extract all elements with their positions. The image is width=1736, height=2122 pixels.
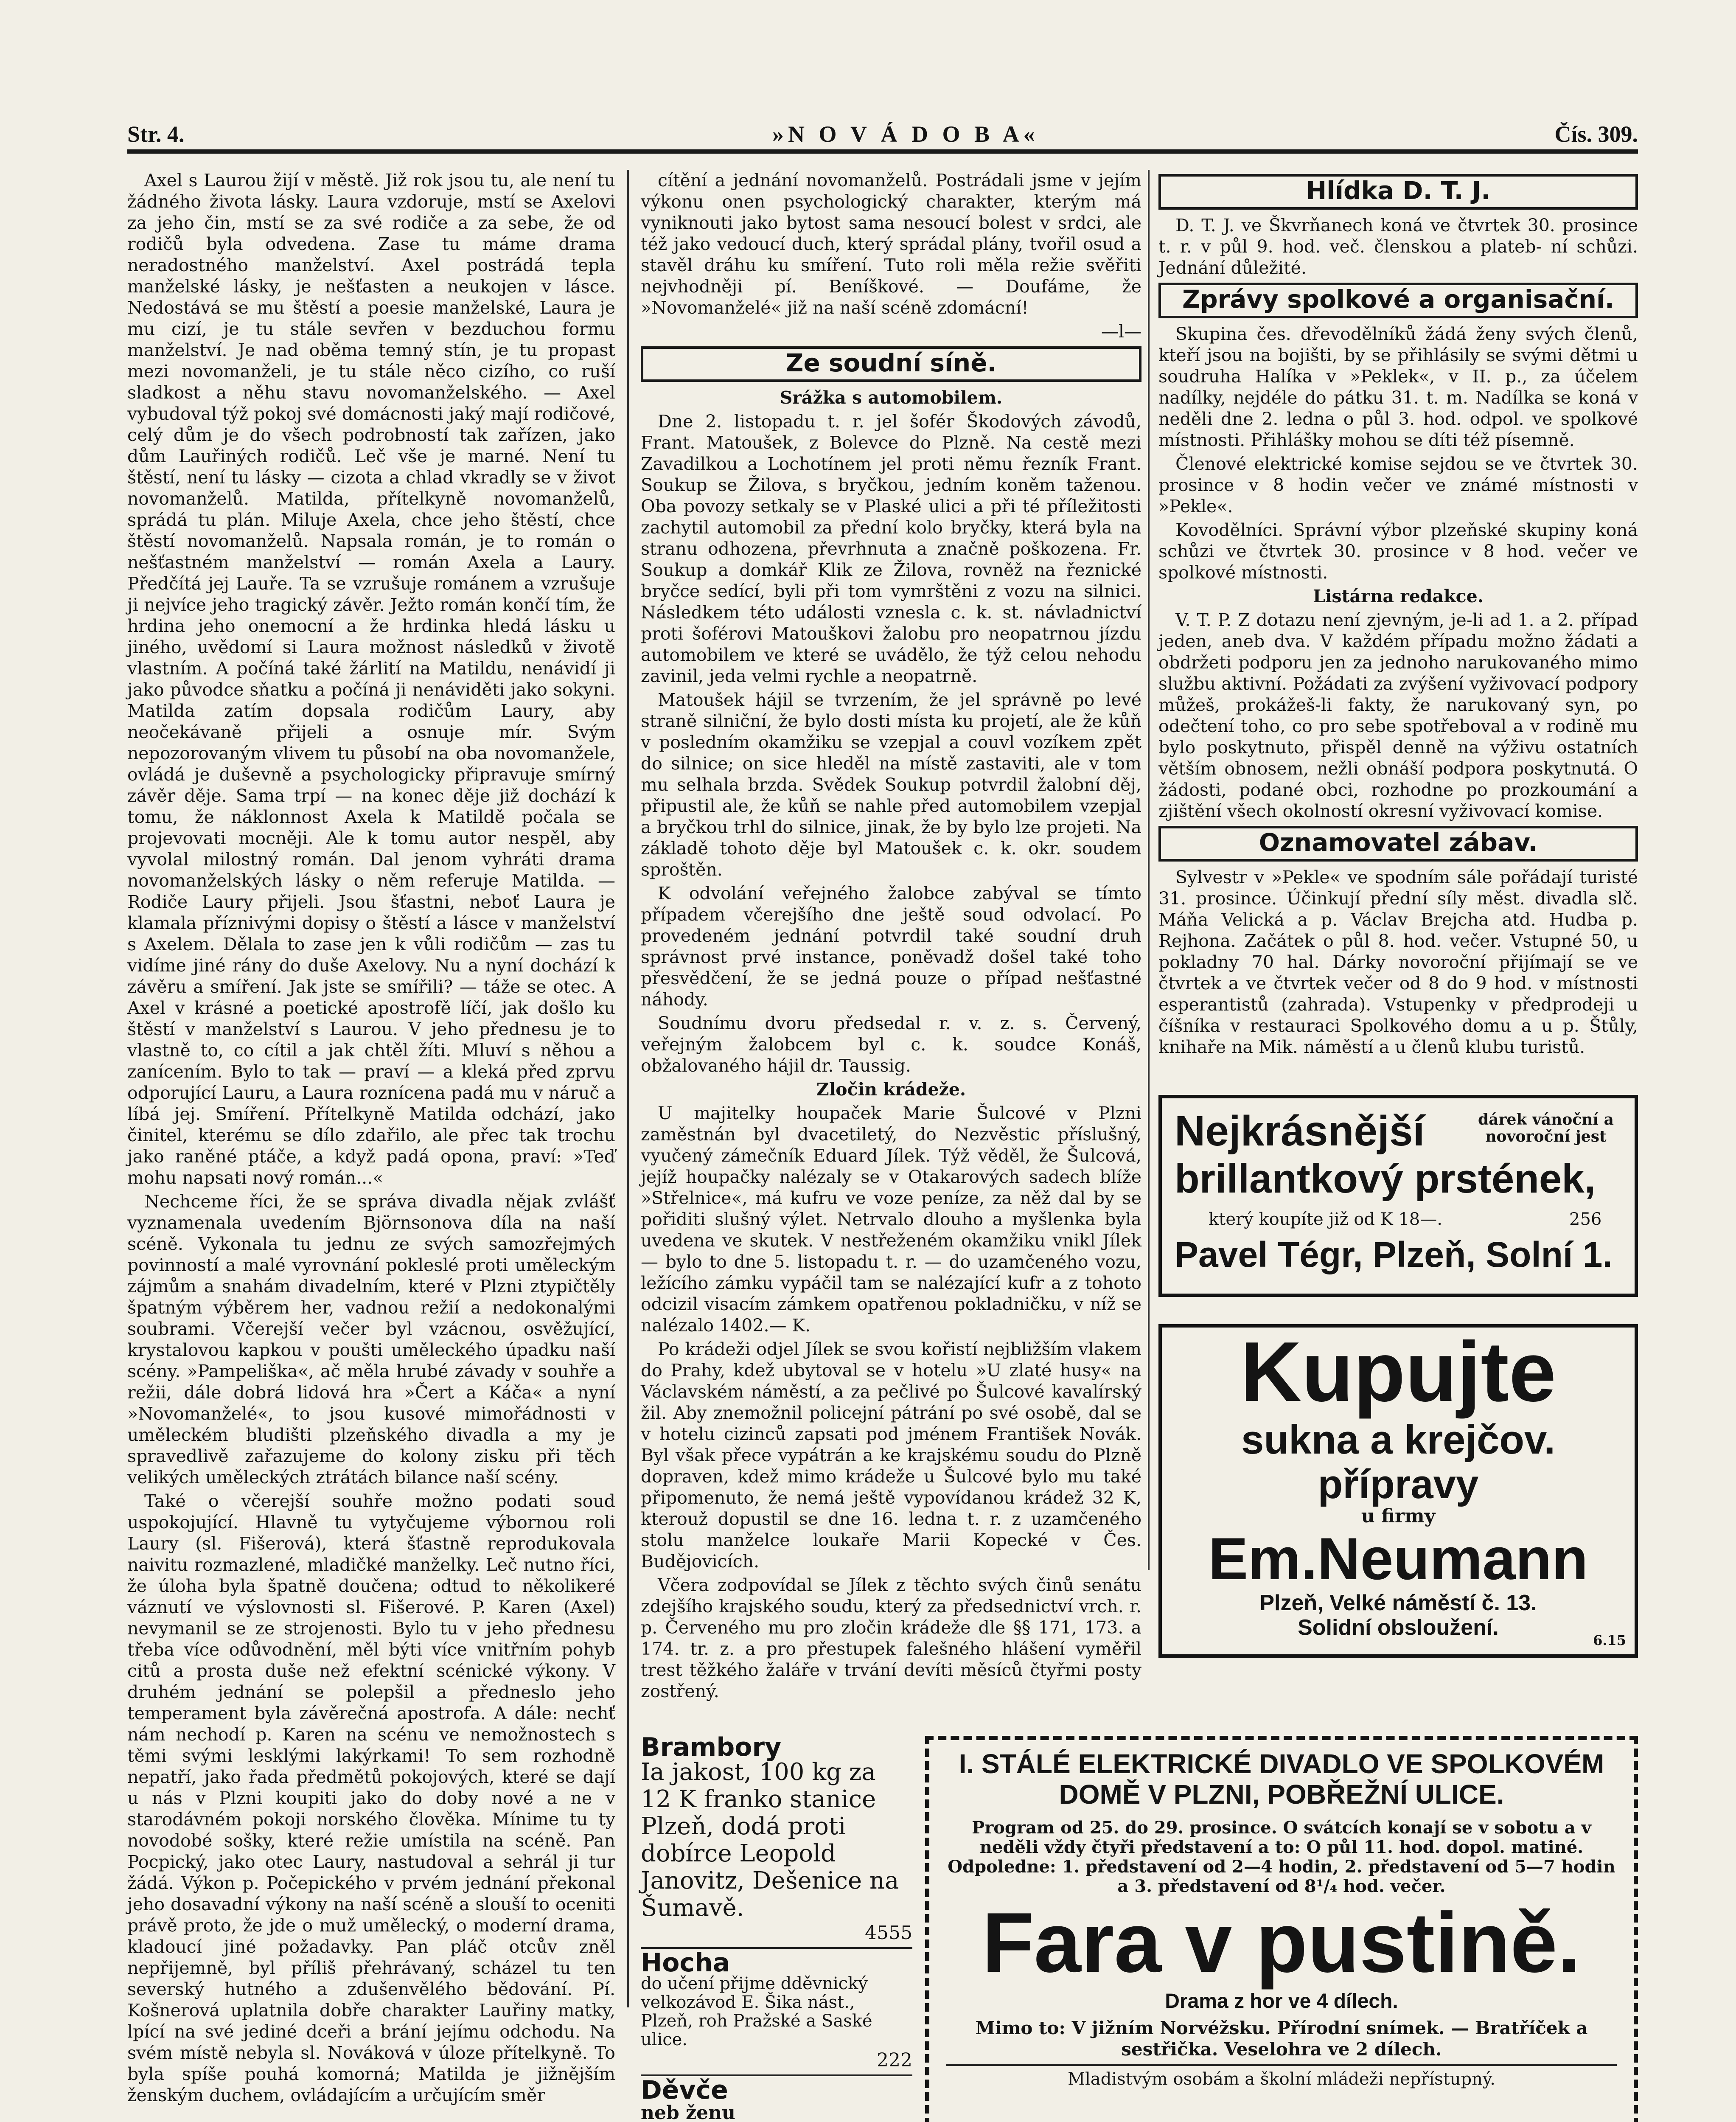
classified-text: do učení přijme dděvnický velkozávod E. Šika nást., Plzeň, roh Pražské a Saské ulice. [641, 1974, 872, 2049]
ad-text: Mimo to: V jižním Norvéžsku. Přírodní snímek. — Bratříček a sestřička. Veselohra ve 2 dílech. [975, 2018, 1588, 2060]
notice-paragraph: V. T. P. Z dotazu není zjevným, je-li ad 1. a 2. případ jeden, aneb dva. V každém případu možno žádati a obdržeti podporu jen za jednoho narukovaného mimo službu aktivní. Požádati za zvýšení vyživovací podpory můžeš, prokážeš-li fakty, že narukovaný syn, po odečtení toho, co pro sebe spotřeboval a v rodině mu bylo poskytnuto, přispěl denně na výživu ostatních větším obnosem, nežli obnáší podpora poskytnutá. O žádosti, podané obci, rozhodne po prozkoumání a zjištění všech okolností okresní vyživovací komise. [1158, 610, 1638, 821]
classified-ads [641, 1732, 912, 2122]
ad-subline: sukna a krejčov. [1241, 1417, 1555, 1462]
column-notices [1158, 170, 1638, 1120]
page-number: Str. 4. [127, 121, 185, 147]
notice-paragraph: Kovodělníci. Správní výbor plzeňské skupiny koná schůzi ve čtvrtek 30. prosince v 8 hod. večer ve spolkové místnosti. [1158, 520, 1638, 583]
ad-headline: I. STÁLÉ ELEKTRICKÉ DIVADLO VE SPOLKOVÉM DOMĚ V PLZNI, POBŘEŽNÍ ULICE. [959, 1749, 1604, 1810]
article-paragraph: Včera zodpovídal se Jílek z těchto svých činů senátu zdejšího krajského soudu, který za předsednictví vrch. r. p. Červeného mu pro zločin krádeže dle §§ 171, 173. a 174. tr. z. a pro přestupek falešného hlášení vyměřil trest těžkého žaláře v trvání devíti měsíců čtyřmi posty zostřený. [641, 1575, 1141, 1701]
ad-text: u firmy [1361, 1505, 1436, 1527]
article-paragraph: Matoušek hájil se tvrzením, že jel správně po levé straně silniční, že bylo dosti místa ku projetí, ale že kůň v posledním okamžiku se vzepjal a couvl vozíkem zpět do silnice; on sice hleděl na místě zastaviti, ale v tom mu selhala brzda. Svědek Soukup potvrdil žalobní děj, připustil ale, že kůň se nahle před automobilem vzepjal a bryčkou trhl do silnice, jinak, že by bylo lze projeti. Na základě tohoto děje byl Matoušek c. k. okr. soudem sproštěn. [641, 690, 1141, 880]
issue-number: Čís. 309. [1554, 121, 1638, 147]
ad-text: Solidní obsloužení. [1298, 1615, 1499, 1640]
ad-tegr-ring [1158, 1095, 1638, 1297]
ad-subline: přípravy [1318, 1462, 1479, 1507]
header-rule [127, 149, 1638, 154]
ad-headline: Kupujte [1240, 1325, 1557, 1419]
section-heading: Ze soudní síně. [785, 348, 997, 377]
ad-company-name: Em.Neumann [1208, 1525, 1588, 1592]
classified-subheading: neb ženu [641, 2102, 736, 2122]
notice-paragraph: Skupina čes. dřevodělníků žádá ženy svých členů, kteří jsou na bojišti, by se přihlásily se svými dětmi u soudruha Halíka v »Peklek«, v II. p., za účelem nadílky, nejdéle do pátku 31. t. m. Nadílka se koná v neděli dne 2. ledna o půl 3. hod. odpol. ve spolkové místnosti. Přihlášky mohou se díti též písemně. [1158, 324, 1638, 450]
notice-paragraph: Členové elektrické komise sejdou se ve čtvrtek 30. prosince v 8 hodin večer ve známé místnosti v »Pekle«. [1158, 454, 1638, 516]
column-divider [627, 170, 629, 2007]
article-paragraph: U majitelky houpaček Marie Šulcové v Plzni zaměstnán byl dvacetiletý, do Nezvěstic příslušný, vyučený zámečník Eduard Jílek. Týž věděl, že Šulcová, jejíž houpačky nalézaly se v Otakarových sadech blíže »Střelnice«, má kufru ve voze peníze, za něž dal by se pořiditi slušný výlet. Netrvalo dlouho a myšlenka byla uvedena ve skutek. V nestřeženém okamžiku vnikl Jílek — bylo to dne 5. listopadu t. r. — do uzamčeného vozu, ležícího zámku vypáčil tam se nalézající kufr a z tohoto odcizil visacím zámkem opatřenou pokladničku, v níž se nalézalo 1402.— K. [641, 1103, 1141, 1336]
ad-cinema [925, 1736, 1638, 2122]
section-heading: Oznamovatel zábav. [1259, 828, 1538, 857]
column-divider [1148, 170, 1150, 1570]
ad-headline: brillantkový prstének, [1175, 1156, 1596, 1201]
ad-headline: Nejkrásnější [1175, 1107, 1425, 1155]
ad-headline: Pavel Tégr, Plzeň, Solní 1. [1175, 1235, 1613, 1274]
article-paragraph: Axel s Laurou žijí v městě. Již rok jsou tu, ale není tu žádného života lásky. Laura vzdoruje, mstí se Axelovi za jeho čin, mstí se za své rodiče a za sebe, že od rodičů byla odvedena. Zase tu máme drama neradostného manželství. Axel postrádá tepla manželské lásky, je nešťasten a neukojen v lásce. Nedostává se mu štěstí a poesie manželské, Laura je mu cizí, je tu stále sevřen v bezduchou formu manželství. Je nad oběma temný stín, je tu propast mezi novomanželi, je tu stále něco cizího, co ruší sladkost a něhu stavu novomanželského. — Axel vybudoval týž pokoj své domácnosti jaký mají rodičové, celý dům je do všech podrobností tak zařízen, jako dům Lauřiných rodičů. Leč vše je marné. Není tu štěstí, není tu lásky — cizota a chlad vkradly se v život novomanželů. Matilda, přítelkyně novomanželů, sprádá tu plán. Miluje Axela, chce jeho štěstí, chce štěstí novomanželů. Napsala román, je to román o nešťastném manželství — román Axela a Laury. Předčítá jej Lauře. Ta se vzrušuje románem a vzrušuje ji nejvíce jeho tragický závěr. Ježto román končí tím, že hrdina jeho onemocní a že hrdinka hledá lásku u jiného, uvědomí si Laura možnost následků v životě vlastním. A počíná také žárlití na Matildu, nenávidí ji jako původce sňatku a počíná ji nenáviděti jako sokyni. Matilda zatím dopsala rodičům Laury, aby neočekávaně přijeli a osnuje mír. Svým nepozorovaným vlivem tu působí na oba novomanžele, ovládá je duševně a psychologicky připravuje smírný závěr děje. Sama trpí — na konec děje již dochází k tomu, že náklonnost Axela k Matildě počala se projevovati mocněji. Ale k tomu autor nespěl, aby vyvolal milostný román. Dal jenom vyhráti drama novomanželských lásky o něm referuje Matilda. — Rodiče Laury přijeli. Jsou šťastni, neboť Laura je klamala příznivými dopisy o štěstí a lásce v manželství s Axelem. Dělala to zase jen k vůli rodičům — zas tu vidíme jiné rány do duše Axelovy. Nu a nyní dochází k závěru a smíření. Jak jste se smířili? — táže se otec. A Axel v krásné a poetické apostrofě líčí, jak došlo ku štěstí v manželství s Laurou. V jeho přednesu je to vlastně to, co cítil a jak chtěl žíti. Mluví s něhou a zanícením. Bylo to tak — praví — a kleká před zprvu odporující Lauru, a Laura roznícena padá mu v náruč a líbá jej. Smíření. Přítelkyně Matilda odchází, jako činitel, kterému se dílo zdařilo, ale přec tak trochu jako raněné ptáče, a když padá opona, praví: »Teď mohu napsati nový román...« [127, 170, 615, 1188]
article-paragraph: Po krádeži odjel Jílek se svou kořistí nejbližším vlakem do Prahy, kdež ubytoval se v hotelu »U zlaté husy« na Václavském náměstí, a za pečlivé po Šulcové kavalírský žil. Aby znemožnil policejní pátrání po své osobě, dal se v hotelu cizinců zapsati pod jménem František Novák. Byl však přece vypátrán a ke krajskému soudu do Plzně dopraven, kdež mimo krádeže u Šulcové bylo mu také připomenuto, že nemá ještě vypovídanou krádež 32 K, kterouž dopustil se dne 16. ledna t. r. z uzamčeného stolu manželce loukaře Marii Kopecké v Čes. Budějovicích. [641, 1339, 1141, 1572]
notice-paragraph: Sylvestr v »Pekle« ve spodním sále pořádají turisté 31. prosince. Účinkují přední síly měst. divadla slč. Máňa Velická a p. Václav Brejcha atd. Hudba p. Rejhona. Začátek o půl 8. hod. večer. Vstupné 50, u pokladny 70 hal. Dárky novoroční přijímají se ve čtvrtek a ve čtvrtek večer od 8 do 9 hod. v místnosti esperantistů (zahrada). Vstupenky v předprodeji u číšníka v restauraci Spolkového domu a u p. Štůly, knihaře na Mik. náměstí a u členů klubu turistů. [1158, 867, 1638, 1057]
article-paragraph: Nechceme říci, že se správa divadla nějak zvlášť vyznamenala uvedením Björnsonova díla na naší scéně. Vykonala tu jednu ze svých samozřejmých povinností a malé vyrovnání pokleslé proti uměleckým zájmům a snahám divadelním, které v Plzni ztypičtěly špatným výběrem her, vadnou režií a nedokonalými soubrami. Včerejší večer byl vzácnou, osvěžující, krystalovou kapkou v poušti uměleckého úpadku naší scény. »Pampeliška«, ač měla hrubé závady v souhře a režii, dále dobrá lidová hra »Čert a Káča« a nyní »Novomanželé«, to jsou kusové mimořádnosti v uměleckém bludišti plzeňského divadla a my je spravedlivě zařazujeme do kolony zisku při těch velikých uměleckých ztrátách bilance naší scény. [127, 1191, 615, 1488]
ad-text: který koupíte již od K 18—. [1209, 1210, 1442, 1229]
column-theatre-review [127, 170, 615, 2105]
section-heading: Hlídka D. T. J. [1306, 176, 1491, 205]
classified-heading: Hocha [641, 1948, 730, 1978]
classified-text: Ia jakost, 100 kg za 12 K franko stanice Plzeň, dodá proti dobírce Leopold Janovitz, Dešenice na Šumavě. [641, 1758, 899, 1922]
section-heading: Zprávy spolkové a organisační. [1182, 285, 1614, 314]
classified-number: 4555 [865, 1922, 912, 1944]
ad-address: Plzeň, Velké náměstí č. 13. [1259, 1591, 1537, 1615]
masthead-title: »N O V Á D O B A« [772, 121, 1039, 147]
ad-subline: Drama z hor ve 4 dílech. [1165, 1990, 1398, 2013]
ad-text: Program od 25. do 29. prosince. O svátcích konají se v sobotu a v neděli vždy čtyři představení a to: O půl 11. hod. dopol. matiné. Odpoledne: 1. představení od 2—4 hodin, 2. představení od 5—7 hodin a 3. představení od 8¹/₄ hod. večer. [948, 1818, 1615, 1896]
ad-text: Mladistvým osobám a školní mládeži nepřístupný. [946, 2064, 1617, 2089]
column-court-news [641, 170, 1141, 1706]
ad-subline: dárek vánoční a novoroční jest [1478, 1111, 1614, 1145]
section-heading: Listárna redakce. [1313, 586, 1484, 606]
classified-number: 222 [877, 2049, 912, 2071]
article-paragraph: Také o včerejší souhře možno podati soud uspokojující. Hlavně tu vytyčujeme výbornou roli Laury (sl. Fišerová), která šťastně reprodukovala naivitu rozmazlené, mladičké manželky. Leč nutno říci, že úloha byla špatně doučena; odtud to několikeré váznutí ve výslovnosti sl. Fišerové. P. Karen (Axel) nevymanil se ze strojenosti. Bylo tu v jeho přednesu třeba více odůvodnění, měl býti více vnitřním pohyb citů a prosta duše než efektní scénické výkony. V druhém jednání se polepšil a předneslo jeho temperament byla závěrečná apostrofa. A dále: nechť nám nechodí p. Karen na scénu ve nemožnostech s těmi svými lesklými lakýrkami! To sem rozhodně nepatří, jako řada předmětů pokojových, které se dají u nás v Plzni koupiti jako do doby nové a ne v starodávném pokoji norského člověka. Mínime tu ty novodobé sošky, které režie umístila na scéně. Pan Pocpický, jako otec Laury, nastudoval a sehrál ji tur žádá. Výkon p. Počepického v prvém jednání překonal jeho dosavadní výkony na naší scéně a slouší to oceniti právě proto, že jde o muž umělecký, o moderní drama, kladoucí jiné požadavky. Pan pláč otcův zněl nepřijemně, byl příliš přehrávaný, scházel tu ten severský hutného a zdušenvělého bědování. Pí. Košnerová uplatnila dobře charakter Lauřiny matky, lpící na své jediné dceři a brání jejímu odchodu. Na svém místě nebyla sl. Nováková v úloze přítelkyně. To byla spíše pouhá komorná; Matilda je jižnějším ženským duchem, ovládajícím a určujícím směr [127, 1491, 615, 2105]
ad-neumann-cloth [1158, 1324, 1638, 1658]
article-paragraph: cítění a jednání novomanželů. Postrádali jsme v jejím výkonu onen psychologický charakter, kterým má vyniknouti jako bytost sama nesoucí bolest v srdci, ale též jako vedoucí duch, který sprádal plány, tvořil osud a stavěl dráhu ku smíření. Tuto roli měla režie svěřiti nejvhodněji pí. Beníškové. — Doufáme, že »Novomanželé« již na naší scéně zdomácní! [641, 170, 1141, 318]
notice-paragraph: D. T. J. ve Škvrňanech koná ve čtvrtek 30. prosince t. r. v půl 9. hod. več. členskou a plateb- ní schůzi. Jednání důležité. [1158, 215, 1638, 278]
article-paragraph: K odvolání veřejného žalobce zabýval se tímto případem včerejšího dne ještě soud odvolací. Po provedeném jednání potvrdil také soudní druh správnost prvé instance, poněvadž došel také toho přesvědčení, že se jedná pouze o případ nešťastné náhody. [641, 883, 1141, 1010]
story-heading: Zločin krádeže. [816, 1079, 966, 1100]
article-paragraph: Dne 2. listopadu t. r. jel šofér Škodových závodů, Frant. Matoušek, z Bolevce do Plzně. Na cestě mezi Zavadilkou a Lochotínem jel proti němu řezník Frant. Soukup se Žilova, s bryčkou, jedním koněm taženou. Oba povozy setkaly se v Plaské ulici a při té příležitosti zachytil automobil za přední kolo bryčky, která byla na stranu odhozena, převrhnuta a značně poškozena. Fr. Soukup a domkář Klik ze Žilova, rovněž na řeznické bryčce sedící, byli při tom vymrštěni z vozu na silnici. Následkem této události vznesla c. k. st. návladnictví proti šoférovi Matouškovi žalobu pro neopatrnou jízdu automobilem ve které se uvádělo, že týž celou nehodu zavinil, jeda velmi rychle a neopatrně. [641, 411, 1141, 686]
article-paragraph: Soudnímu dvoru předsedal r. v. z. s. Červený, veřejným žalobcem byl c. k. soudce Konáš, obžalovaného hájil dr. Taussig. [641, 1013, 1141, 1076]
story-heading: Srážka s automobilem. [780, 387, 1003, 408]
classified-heading: Brambory [641, 1732, 782, 1762]
classified-heading: Děvče [641, 2075, 728, 2105]
article-signature: —l— [1101, 321, 1141, 342]
ad-film-title: Fara v pustině. [982, 1895, 1581, 1990]
ad-number: 256 [1569, 1210, 1602, 1229]
ad-number: 6.15 [1593, 1632, 1626, 1648]
